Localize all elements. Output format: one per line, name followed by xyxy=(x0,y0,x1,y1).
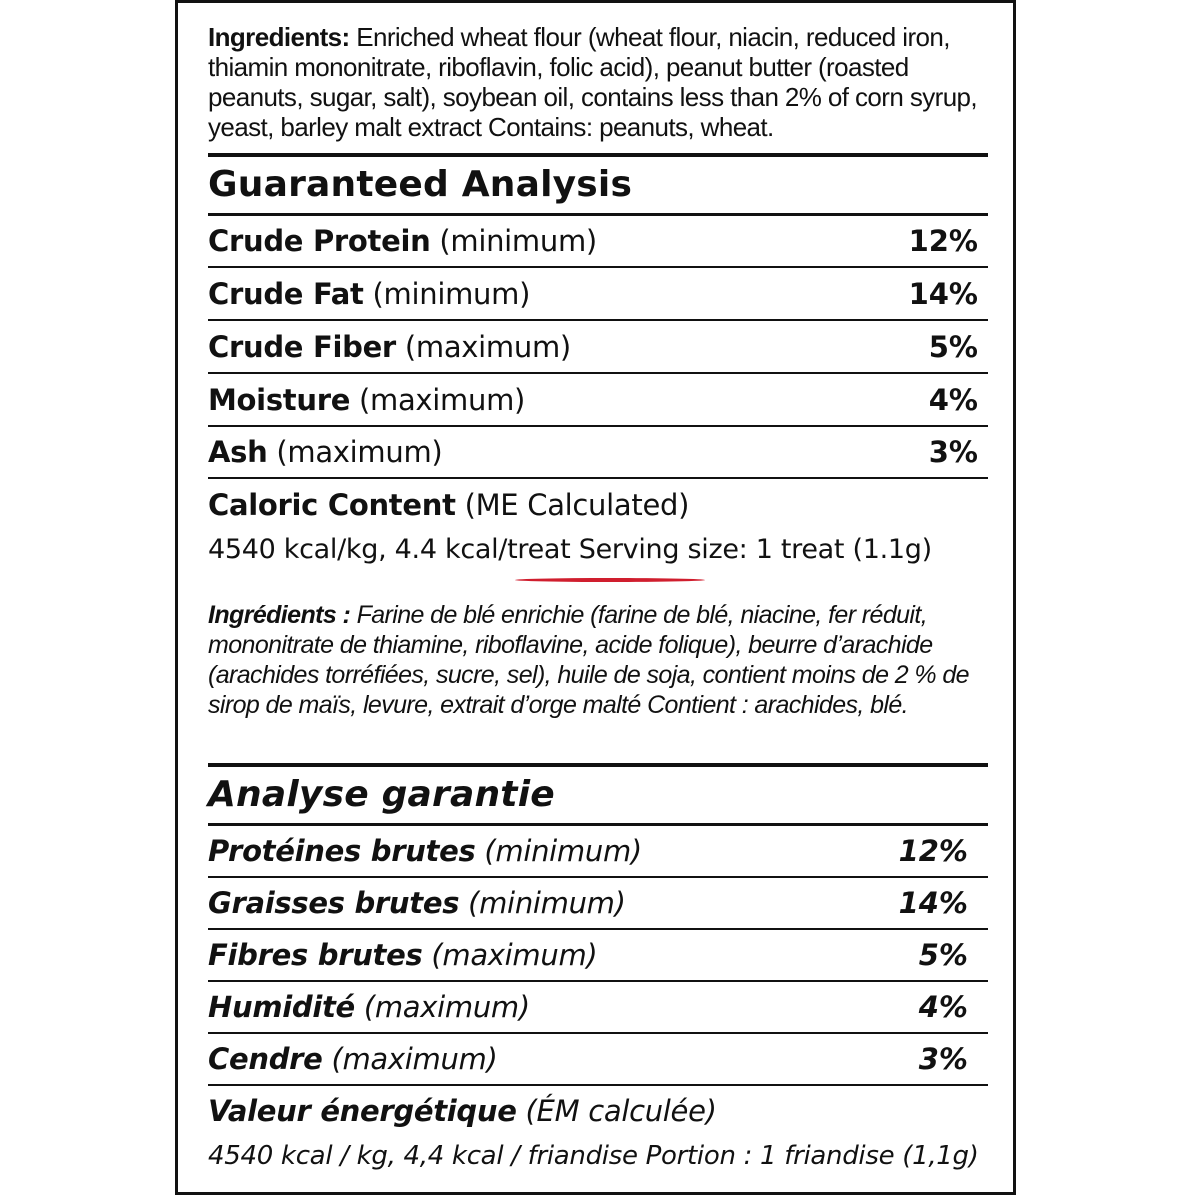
row-value: 14% xyxy=(908,277,978,311)
analysis-title-fr: Analyse garantie xyxy=(208,774,555,815)
row-proteines-brutes xyxy=(208,834,642,868)
divider xyxy=(208,213,988,216)
row-ash xyxy=(208,435,442,469)
row-qualifier: (minimum) xyxy=(468,886,626,920)
caloric-text-en: 4540 kcal/kg, 4.4 kcal/treat Serving size: 1 treat (1.1g) xyxy=(208,534,932,565)
row-value: 12% xyxy=(898,834,968,868)
caloric-qualifier: (ME Calculated) xyxy=(464,488,690,522)
row-name: Crude Fiber xyxy=(208,330,396,364)
row-name: Crude Protein xyxy=(208,224,431,258)
divider xyxy=(208,477,988,479)
row-graisses-brutes xyxy=(208,886,626,920)
row-value: 5% xyxy=(928,330,978,364)
row-qualifier: (maximum) xyxy=(404,330,571,364)
row-crude-protein xyxy=(208,224,597,258)
ingredients-fr xyxy=(208,600,998,720)
divider xyxy=(208,823,988,826)
row-value: 14% xyxy=(898,886,968,920)
ingredients-fr-label: Ingrédients : xyxy=(208,601,351,629)
row-qualifier: (maximum) xyxy=(276,435,443,469)
row-qualifier: (minimum) xyxy=(372,277,531,311)
row-value: 4% xyxy=(918,990,968,1024)
divider-thick xyxy=(208,763,988,767)
row-name: Crude Fat xyxy=(208,277,364,311)
ingredients-en-label: Ingredients: xyxy=(208,22,350,52)
row-name: Ash xyxy=(208,435,268,469)
row-name: Fibres brutes xyxy=(208,938,423,972)
caloric-content-fr xyxy=(208,1094,717,1128)
ingredients-en-text: Enriched wheat flour (wheat flour, niacin, reduced iron, thiamin mononitrate, riboflavin, folic acid), peanut butter (roasted peanuts, sugar, salt), soybean oil, contains less than 2% of corn syrup, yeast, barley malt extract Contains: peanuts, wheat. xyxy=(208,22,978,142)
divider xyxy=(208,980,988,982)
row-qualifier: (maximum) xyxy=(358,383,526,417)
ingredients-fr-text: Farine de blé enrichie (farine de blé, niacine, fer réduit, mononitrate de thiamine, riboflavine, acide folique), beurre d’arachide (arachides torréfiées, sucre, sel), huile de soja, contient moins de 2 % de sirop de maïs, levure, extrait d’orge malté Contient : arachides, blé. xyxy=(208,601,969,719)
row-humidite xyxy=(208,990,530,1024)
divider xyxy=(208,266,988,268)
row-qualifier: (minimum) xyxy=(439,224,597,258)
analysis-title-en: Guaranteed Analysis xyxy=(208,164,633,205)
row-qualifier: (maximum) xyxy=(363,990,530,1024)
divider-thick xyxy=(208,153,988,157)
divider xyxy=(208,928,988,930)
row-qualifier: (maximum) xyxy=(331,1042,498,1076)
divider xyxy=(208,1084,988,1086)
caloric-label: Valeur énergétique xyxy=(208,1094,517,1128)
row-name: Graisses brutes xyxy=(208,886,460,920)
row-qualifier: (minimum) xyxy=(484,834,642,868)
row-value: 12% xyxy=(908,224,978,258)
row-value: 3% xyxy=(918,1042,968,1076)
accent-swoosh xyxy=(515,578,705,582)
caloric-label: Caloric Content xyxy=(208,488,456,522)
divider xyxy=(208,876,988,878)
caloric-content-en xyxy=(208,488,689,522)
caloric-qualifier: (ÉM calculée) xyxy=(525,1094,717,1128)
divider xyxy=(208,1032,988,1034)
row-value: 5% xyxy=(918,938,968,972)
row-name: Moisture xyxy=(208,383,351,417)
row-crude-fiber xyxy=(208,330,571,364)
row-cendre xyxy=(208,1042,498,1076)
row-name: Protéines brutes xyxy=(208,834,476,868)
row-qualifier: (maximum) xyxy=(431,938,598,972)
row-name: Humidité xyxy=(208,990,355,1024)
row-value: 4% xyxy=(928,383,978,417)
ingredients-en xyxy=(208,22,998,142)
row-value: 3% xyxy=(928,435,978,469)
caloric-text-fr: 4540 kcal / kg, 4,4 kcal / friandise Portion : 1 friandise (1,1g) xyxy=(208,1141,979,1171)
divider xyxy=(208,319,988,321)
row-fibres-brutes xyxy=(208,938,597,972)
divider xyxy=(208,425,988,427)
row-name: Cendre xyxy=(208,1042,323,1076)
row-crude-fat xyxy=(208,277,530,311)
divider xyxy=(208,372,988,374)
row-moisture xyxy=(208,383,525,417)
